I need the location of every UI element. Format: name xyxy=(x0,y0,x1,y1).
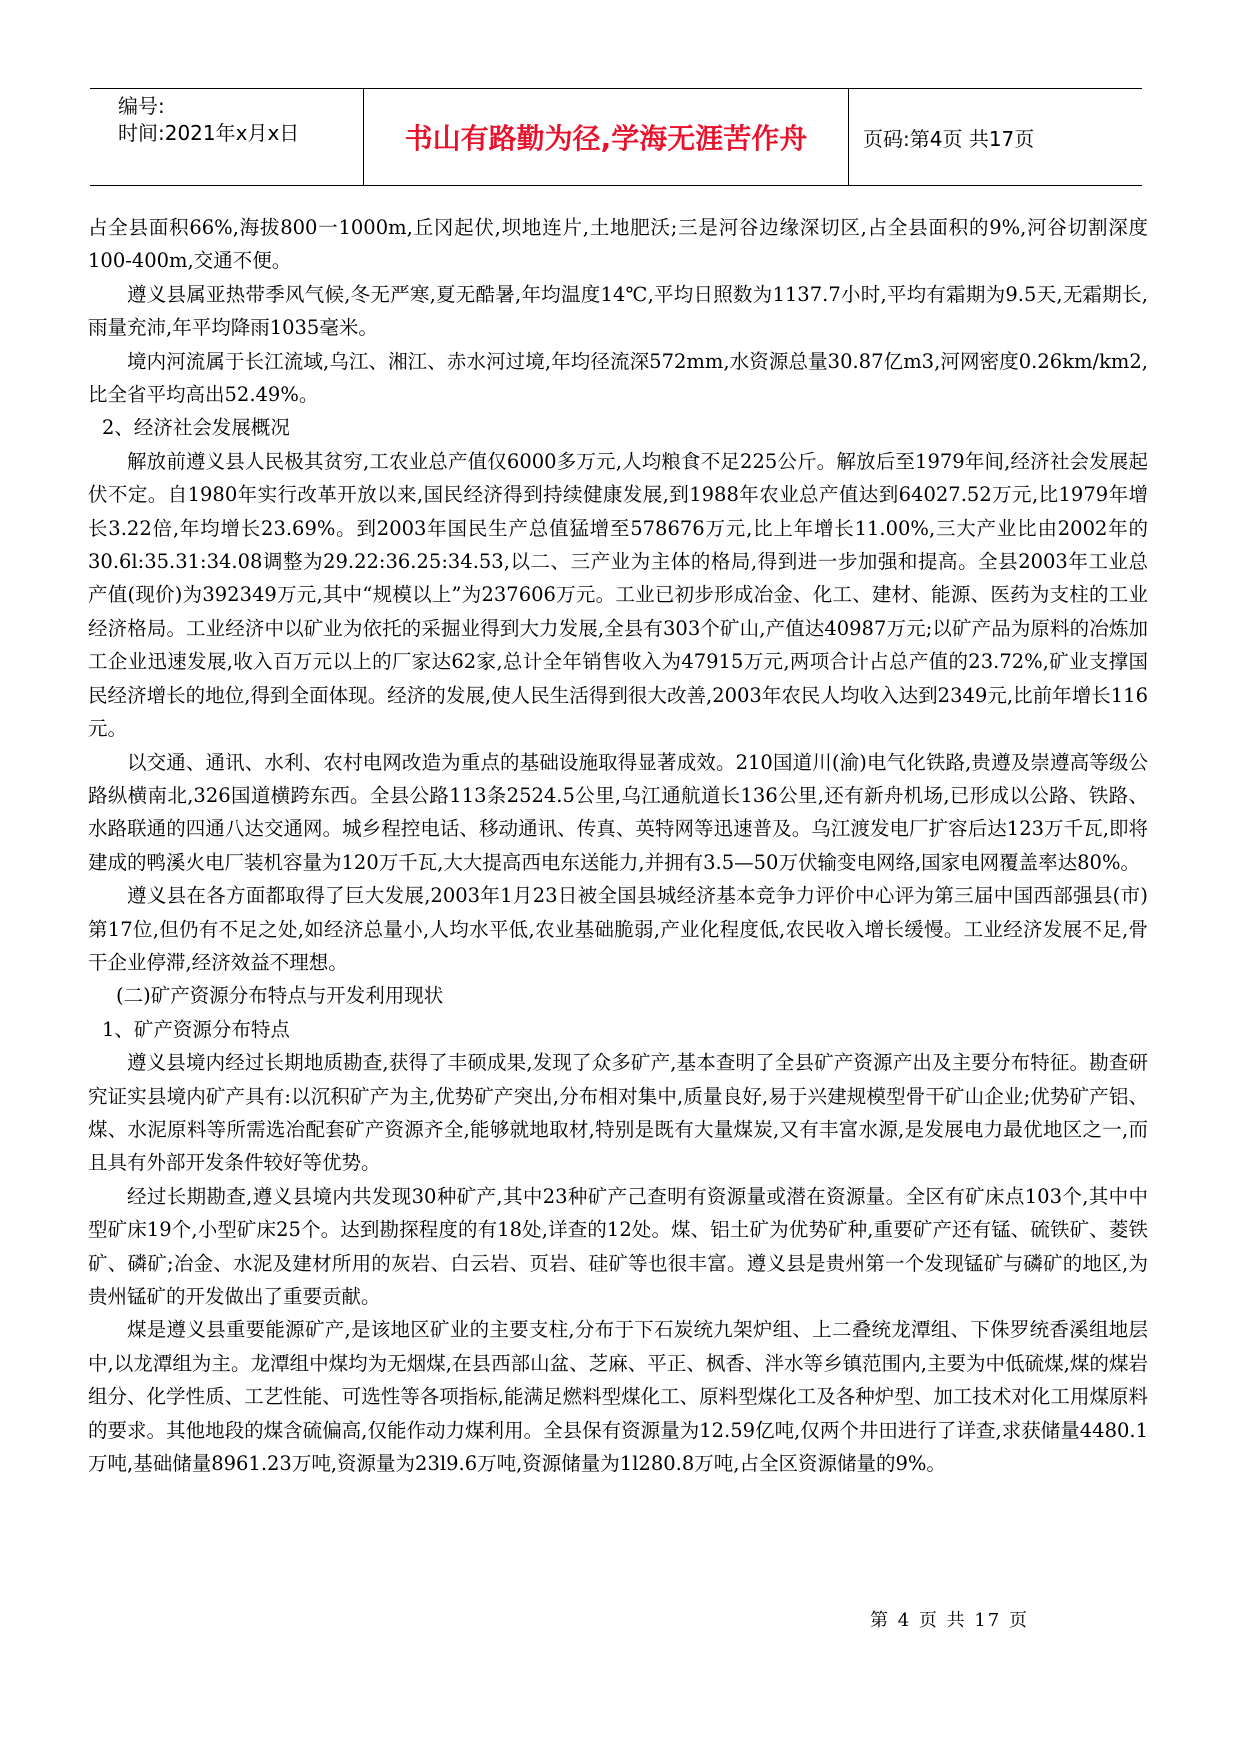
header-meta xyxy=(90,89,364,185)
body-paragraph: 占全县面积66%,海拔800一1000m,丘冈起伏,坝地连片,土地肥沃;三是河谷边缘深切区,占全县面积的9%,河谷切割深度100-400m,交通不便。 xyxy=(88,216,1148,273)
body-paragraph: 遵义县属亚热带季风气候,冬无严寒,夏无酷暑,年均温度14℃,平均日照数为1137.7小时,平均有霜期为9.5天,无霜期长,雨量充沛,年平均降雨1035毫米。 xyxy=(88,282,1148,340)
section-heading: 1、矿产资源分布特点 xyxy=(102,1017,290,1041)
document-time-label: 时间:2021年x月x日 xyxy=(118,121,300,145)
section-heading: 2、经济社会发展概况 xyxy=(102,416,290,440)
header-page-label: 页码:第4页 共17页 xyxy=(863,126,1035,151)
body-paragraph: 煤是遵义县重要能源矿产,是该地区矿业的主要支柱,分布于下石炭统九架炉组、上二叠统龙潭组、下侏罗统香溪组地层中,以龙潭组为主。龙潭组中煤均为无烟煤,在县西部山盆、芝麻、平正、枫香、泮水等乡镇范围内,主要为中低硫煤,煤的煤岩组分、化学性质、工艺性能、可选性等各项指标,能满足燃料型煤化工、原料型煤化工及各种炉型、加工技术对化工用煤原料的要求。其他地段的煤含硫偏高,仅能作动力煤利用。全县保有资源量为12.59亿吨,仅两个井田进行了详查,求获储量4480.1万吨,基础储量8961.23万吨,资源量为23l9.6万吨,资源储量为1l280.8万吨,占全区资源储量的9%。 xyxy=(88,1318,1148,1476)
body-paragraph: 境内河流属于长江流域,乌江、湘江、赤水河过境,年均径流深572mm,水资源总量30.87亿m3,河网密度0.26km/km2,比全省平均高出52.49%。 xyxy=(88,349,1148,407)
page-footer: 第 4 页 共 17 页 xyxy=(870,1610,1029,1631)
section-heading: (二)矿产资源分布特点与开发利用现状 xyxy=(116,984,444,1008)
body-paragraph: 经过长期勘查,遵义县境内共发现30种矿产,其中23种矿产己查明有资源量或潜在资源量。全区有矿床点103个,其中中型矿床19个,小型矿床25个。达到勘探程度的有18处,详查的12处。煤、铝土矿为优势矿种,重要矿产还有锰、硫铁矿、菱铁矿、磷矿;冶金、水泥及建材所用的灰岩、白云岩、页岩、硅矿等也很丰富。遵义县是贵州第一个发现锰矿与磷矿的地区,为贵州锰矿的开发做出了重要贡献。 xyxy=(88,1184,1148,1308)
body-paragraph: 遵义县在各方面都取得了巨大发展,2003年1月23日被全国县城经济基本竞争力评价中心评为第三届中国西部强县(市)第17位,但仍有不足之处,如经济总量小,人均水平低,农业基础脆弱,产业化程度低,农民收入增长缓慢。工业经济发展不足,骨干企业停滞,经济效益不理想。 xyxy=(88,884,1148,974)
page-header xyxy=(90,88,1142,186)
body-paragraph: 以交通、通讯、水利、农村电网改造为重点的基础设施取得显著成效。210国道川(渝)电气化铁路,贵遵及崇遵高等级公路纵横南北,326国道横跨东西。全县公路113条2524.5公里,乌江通航道长136公里,还有新舟机场,已形成以公路、铁路、水路联通的四通八达交通网。城乡程控电话、移动通讯、传真、英特网等迅速普及。乌江渡发电厂扩容后达123万千瓦,即将建成的鸭溪火电厂装机容量为120万千瓦,大大提高西电东送能力,并拥有3.5—50万伏输变电网络,国家电网覆盖率达80%。 xyxy=(88,750,1148,874)
document-body xyxy=(88,211,1148,1480)
body-paragraph: 遵义县境内经过长期地质勘查,获得了丰硕成果,发现了众多矿产,基本查明了全县矿产资源产出及主要分布特征。勘查研究证实县境内矿产具有:以沉积矿产为主,优势矿产突出,分布相对集中,质量良好,易于兴建规模型骨干矿山企业;优势矿产铝、煤、水泥原料等所需选冶配套矿产资源齐全,能够就地取材,特别是既有大量煤炭,又有丰富水源,是发展电力最优地区之一,而且具有外部开发条件较好等优势。 xyxy=(88,1051,1148,1175)
body-paragraph: 解放前遵义县人民极其贫穷,工农业总产值仅6000多万元,人均粮食不足225公斤。解放后至1979年间,经济社会发展起伏不定。自1980年实行改革开放以来,国民经济得到持续健康发展,到1988年农业总产值达到64027.52万元,比1979年增长3.22倍,年均增长23.69%。到2003年国民生产总值猛增至578676万元,比上年增长11.00%,三大产业比由2002年的30.6l:35.31:34.08调整为29.22:36.25:34.53,以二、三产业为主体的格局,得到进一步加强和提高。全县2003年工业总产值(现价)为392349万元,其中“规模以上”为237606万元。工业已初步形成冶金、化工、建材、能源、医药为支柱的工业经济格局。工业经济中以矿业为依托的采掘业得到大力发展,全县有303个矿山,产值达40987万元;以矿产品为原料的冶炼加工企业迅速发展,收入百万元以上的厂家达62家,总计全年销售收入为47915万元,两项合计占总产值的23.72%,矿业支撑国民经济增长的地位,得到全面体现。经济的发展,使人民生活得到很大改善,2003年农民人均收入达到2349元,比前年增长116元。 xyxy=(88,449,1148,741)
header-motto: 书山有路勤为径,学海无涯苦作舟 xyxy=(364,89,849,185)
document-number-label: 编号: xyxy=(118,94,165,118)
